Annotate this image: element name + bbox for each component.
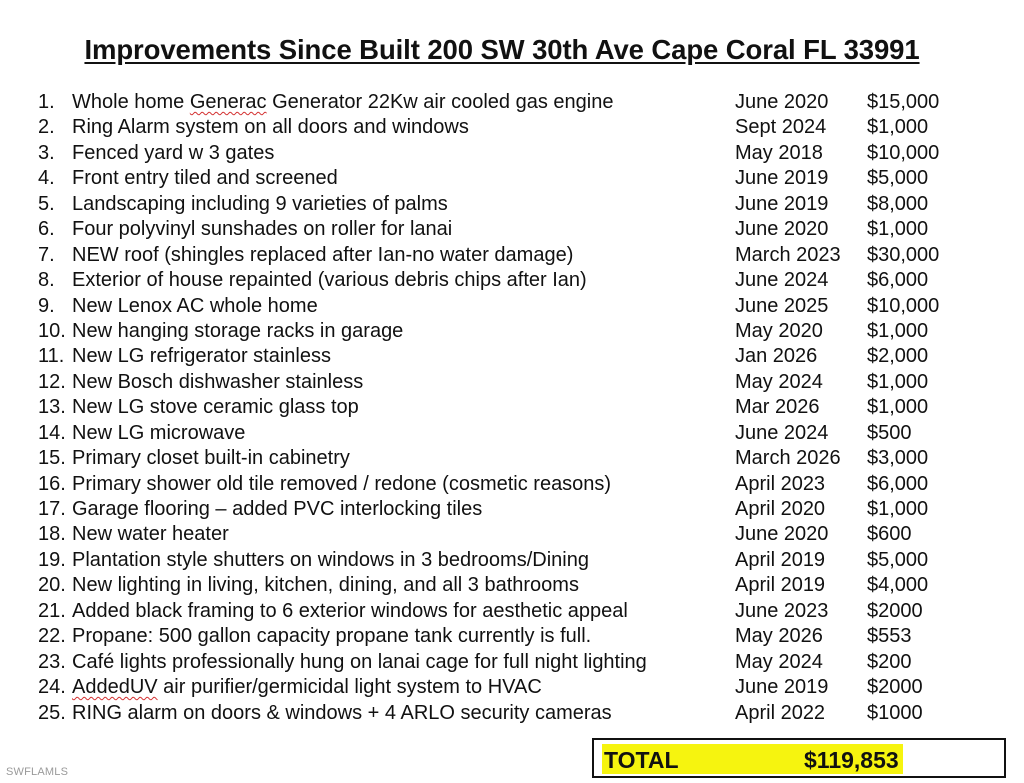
list-item <box>38 217 998 242</box>
description-text: Café lights professionally hung on lanai cage for full night lighting <box>72 650 647 673</box>
item-cost: $2000 <box>867 676 923 699</box>
spellcheck-flagged-word: AddedUV <box>72 676 158 699</box>
item-date: April 2019 <box>735 548 826 571</box>
description-text: Exterior of house repainted (various debris chips after Ian) <box>72 269 587 292</box>
list-item <box>38 624 998 649</box>
description-text: Plantation style shutters on windows in 3 bedrooms/Dining <box>72 548 589 571</box>
description-text: Primary closet built-in cabinetry <box>72 447 350 470</box>
item-date: Jan 2026 <box>735 345 818 368</box>
watermark: SWFLAMLS <box>6 766 69 778</box>
description-text: Garage flooring – added PVC interlocking tiles <box>72 498 483 520</box>
description-text: New LG refrigerator stainless <box>72 345 331 368</box>
item-cost: $30,000 <box>867 243 940 266</box>
item-number: 11. <box>38 345 65 368</box>
item-cost: $1,000 <box>867 218 929 241</box>
total-value: $119,853 <box>804 747 899 773</box>
item-number: 1. <box>38 91 55 113</box>
item-description <box>72 395 359 420</box>
item-date: June 2019 <box>735 167 829 190</box>
item-number: 13. <box>38 396 66 419</box>
list-item <box>38 395 998 420</box>
item-date: May 2020 <box>735 319 823 342</box>
description-text: Propane: 500 gallon capacity propane tank currently is full. <box>72 625 592 648</box>
item-description <box>72 497 482 522</box>
list-item <box>38 243 998 268</box>
list-item <box>38 573 998 598</box>
item-date: March 2026 <box>735 447 841 470</box>
item-date: June 2025 <box>735 294 829 317</box>
item-number: 3. <box>38 141 55 164</box>
list-item <box>38 115 998 140</box>
item-cost: $600 <box>867 523 912 546</box>
item-number: 20. <box>38 574 66 597</box>
list-item <box>38 268 998 293</box>
list-item <box>38 497 998 522</box>
description-text: New LG stove ceramic glass top <box>72 396 359 419</box>
item-description <box>72 446 350 471</box>
description-text: RING alarm on doors & windows + 4 ARLO security cameras <box>72 701 612 724</box>
spellcheck-flagged-word: Generac <box>189 91 267 113</box>
item-cost: $4,000 <box>867 574 929 597</box>
list-item <box>38 548 998 573</box>
list-item <box>38 192 998 217</box>
item-number: 5. <box>38 192 55 215</box>
item-description <box>72 166 338 191</box>
item-description <box>72 548 589 573</box>
description-text: New LG microwave <box>72 421 246 444</box>
list-item <box>38 446 998 471</box>
description-text: Front entry tiled and screened <box>72 167 338 190</box>
item-number: 15. <box>38 447 66 470</box>
item-date: March 2023 <box>735 243 841 266</box>
description-text: New water heater <box>72 523 229 546</box>
item-cost: $15,000 <box>867 91 940 113</box>
item-number: 19. <box>38 548 66 571</box>
item-number: 7. <box>38 243 55 266</box>
item-cost: $3,000 <box>867 447 929 470</box>
item-date: Sept 2024 <box>735 116 827 139</box>
item-description <box>72 344 331 369</box>
list-item <box>38 472 998 497</box>
description-text: Ring Alarm system on all doors and windows <box>72 116 469 139</box>
item-description <box>72 217 452 242</box>
item-cost: $1,000 <box>867 396 929 419</box>
item-cost: $5,000 <box>867 548 929 571</box>
list-item <box>38 90 998 115</box>
list-item <box>38 650 998 675</box>
description-text: New Lenox AC whole home <box>72 294 318 317</box>
item-cost: $500 <box>867 421 912 444</box>
item-description <box>72 115 469 140</box>
item-date: Mar 2026 <box>735 396 820 419</box>
list-item <box>38 675 998 700</box>
list-item <box>38 599 998 624</box>
item-number: 21. <box>38 599 66 622</box>
item-cost: $200 <box>867 650 912 673</box>
item-cost: $5,000 <box>867 167 929 190</box>
list-item <box>38 319 998 344</box>
item-description <box>72 370 363 395</box>
item-description <box>72 319 403 344</box>
item-number: 14. <box>38 421 66 444</box>
description-text: New lighting in living, kitchen, dining, and all 3 bathrooms <box>72 574 579 597</box>
item-description <box>72 243 573 268</box>
list-item <box>38 141 998 166</box>
item-description <box>72 650 647 675</box>
description-text: Primary shower old tile removed / redone (cosmetic reasons) <box>72 472 612 495</box>
list-item <box>38 344 998 369</box>
item-number: 8. <box>38 269 55 292</box>
description-text: Landscaping including 9 varieties of palms <box>72 192 448 215</box>
item-number: 24. <box>38 676 66 699</box>
item-cost: $10,000 <box>867 294 940 317</box>
list-item <box>38 421 998 446</box>
item-description <box>72 90 613 115</box>
item-date: June 2019 <box>735 192 829 215</box>
item-cost: $8,000 <box>867 192 929 215</box>
item-date: April 2022 <box>735 701 826 724</box>
item-cost: $1,000 <box>867 370 929 393</box>
item-number: 2. <box>38 116 55 139</box>
item-number: 18. <box>38 523 66 546</box>
item-cost: $553 <box>867 625 912 648</box>
item-cost: $10,000 <box>867 141 940 164</box>
list-item <box>38 370 998 395</box>
description-text: New hanging storage racks in garage <box>72 319 404 342</box>
item-number: 22. <box>38 625 66 648</box>
item-number: 16. <box>38 472 66 495</box>
item-date: May 2026 <box>735 625 823 648</box>
item-cost: $6,000 <box>867 472 929 495</box>
description-text: New Bosch dishwasher stainless <box>72 370 364 393</box>
item-description <box>72 701 612 726</box>
item-date: April 2020 <box>735 498 826 520</box>
item-date: May 2024 <box>735 650 823 673</box>
item-number: 23. <box>38 650 66 673</box>
item-number: 6. <box>38 218 55 241</box>
item-date: April 2023 <box>735 472 826 495</box>
item-description <box>72 268 587 293</box>
list-item <box>38 294 998 319</box>
item-date: June 2024 <box>735 421 829 444</box>
item-description <box>72 192 448 217</box>
item-description <box>72 675 542 700</box>
item-cost: $1000 <box>867 701 923 724</box>
item-cost: $1,000 <box>867 498 929 520</box>
description-text: Four polyvinyl sunshades on roller for lanai <box>72 218 453 241</box>
description-text: Whole home <box>72 91 190 113</box>
total-box <box>592 738 1006 778</box>
item-description <box>72 141 274 166</box>
description-text: Generator 22Kw air cooled gas engine <box>266 91 614 113</box>
improvements-list <box>38 90 998 726</box>
item-date: June 2019 <box>735 676 829 699</box>
description-text: NEW roof (shingles replaced after Ian-no water damage) <box>72 243 574 266</box>
item-cost: $1,000 <box>867 319 929 342</box>
item-number: 9. <box>38 294 55 317</box>
item-number: 12. <box>38 370 66 393</box>
description-text: Added black framing to 6 exterior windows for aesthetic appeal <box>72 599 628 622</box>
description-text: Fenced yard w 3 gates <box>72 141 275 164</box>
item-cost: $1,000 <box>867 116 929 139</box>
item-description <box>72 472 611 497</box>
item-description <box>72 599 628 624</box>
item-date: May 2024 <box>735 370 823 393</box>
item-date: June 2020 <box>735 523 829 546</box>
item-date: April 2019 <box>735 574 826 597</box>
page-title: Improvements Since Built 200 SW 30th Ave Cape Coral FL 33991 <box>84 34 920 65</box>
item-description <box>72 294 318 319</box>
item-date: June 2023 <box>735 599 829 622</box>
list-item <box>38 522 998 547</box>
item-number: 25. <box>38 701 66 724</box>
item-description <box>72 421 245 446</box>
item-date: June 2020 <box>735 218 829 241</box>
list-item <box>38 701 998 726</box>
item-description <box>72 624 591 649</box>
item-cost: $2000 <box>867 599 923 622</box>
item-cost: $6,000 <box>867 269 929 292</box>
item-cost: $2,000 <box>867 345 929 368</box>
description-text: air purifier/germicidal light system to HVAC <box>157 676 542 699</box>
item-description <box>72 522 229 547</box>
item-description <box>72 573 579 598</box>
total-label: TOTAL <box>604 747 679 773</box>
item-date: May 2018 <box>735 141 823 164</box>
item-number: 4. <box>38 167 55 190</box>
item-number: 10. <box>38 319 66 342</box>
item-date: June 2024 <box>735 269 829 292</box>
list-item <box>38 166 998 191</box>
item-date: June 2020 <box>735 91 829 113</box>
item-number: 17. <box>38 498 66 520</box>
